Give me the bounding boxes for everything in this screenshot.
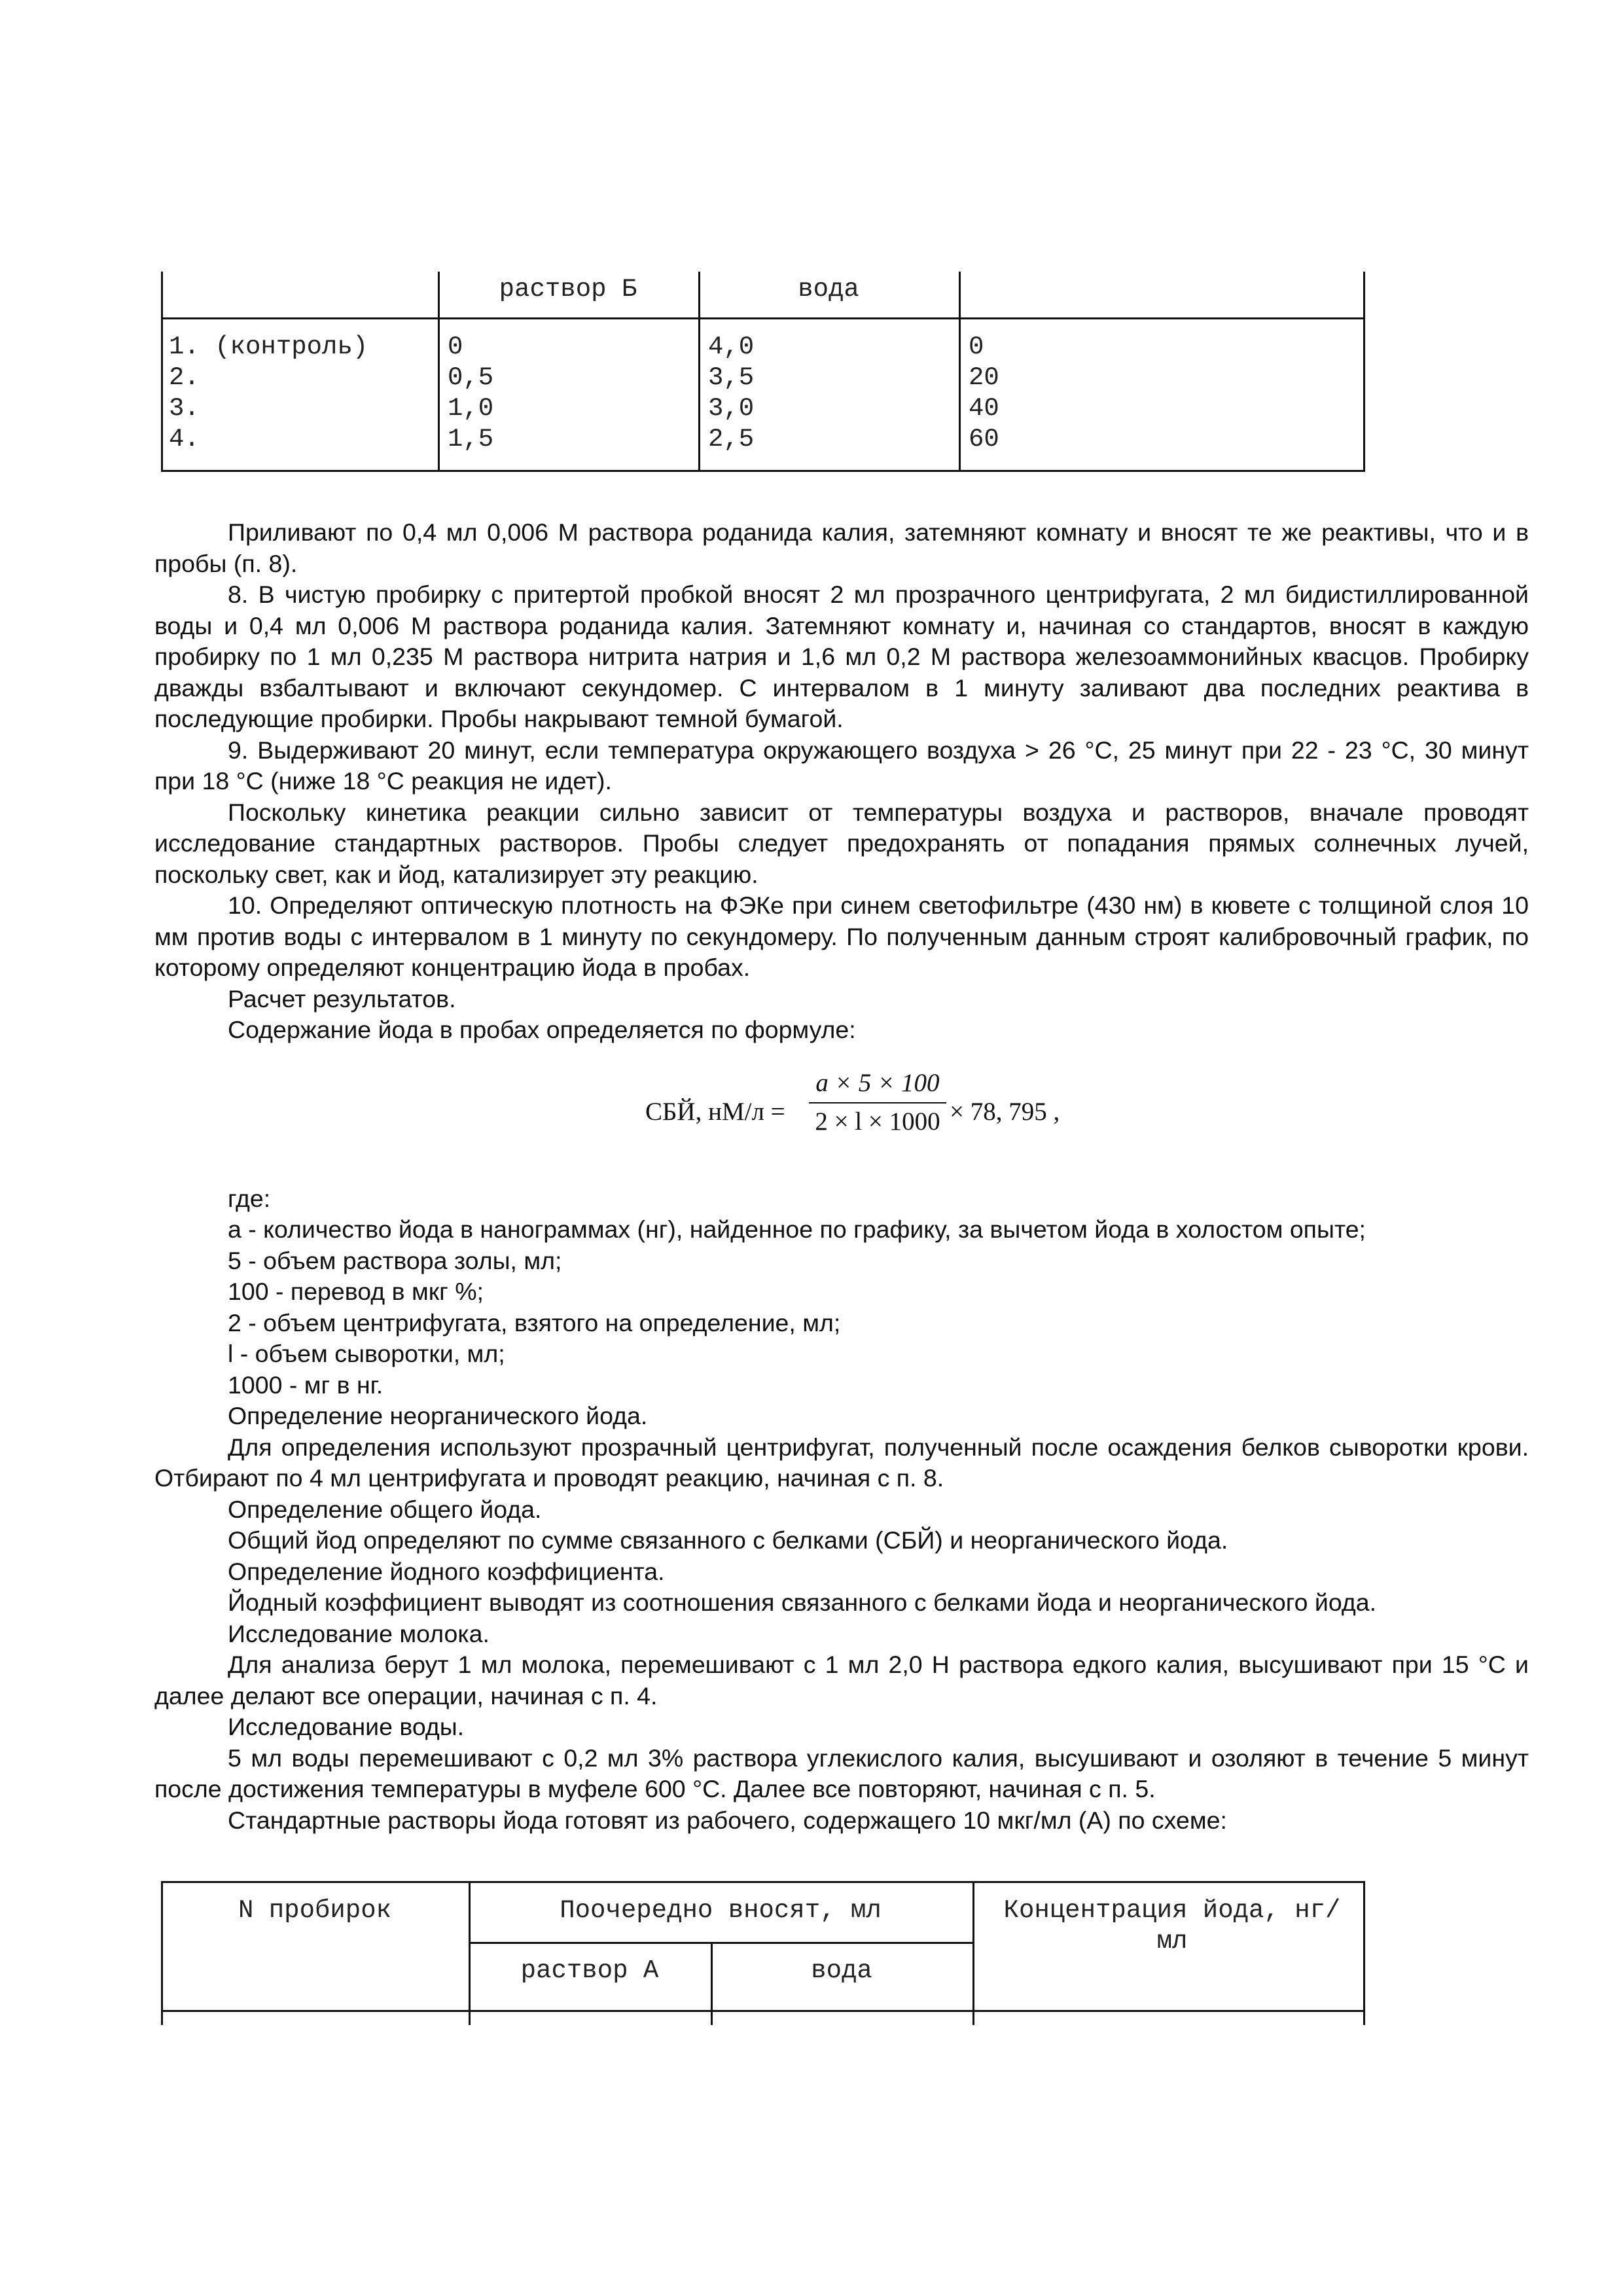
row-1-water: 4,0	[708, 332, 755, 361]
row-3-conc: 40	[969, 394, 999, 423]
row-3-tube: 3.	[169, 394, 200, 423]
row-2-tube: 2.	[169, 363, 200, 392]
row-1-tube: 1. (контроль)	[169, 332, 368, 361]
paragraph: Общий йод определяют по сумме связанного с белками (СБЙ) и неорганического йода.	[228, 1526, 1228, 1554]
header-iodine-concentration: Концентрация йода, нг/мл	[1003, 1896, 1341, 1956]
row-2-conc: 20	[969, 363, 999, 392]
row-3-water: 3,0	[708, 394, 755, 423]
paragraph: Для анализа берут 1 мл молока, перемешивают с 1 мл 2,0 Н раствора едкого калия, высушивают при 15 °C и далее делают все операции, начиная с п. 4.	[154, 1651, 1529, 1710]
row-4-tube: 4.	[169, 425, 200, 454]
section-heading: Исследование молока.	[228, 1619, 490, 1647]
row-4-conc: 60	[969, 425, 999, 454]
paragraph: 10. Определяют оптическую плотность на ФЭКе при синем светофильтре (430 нм) в кювете с толщиной слоя 10 мм против воды с интервалом в 1 минуту по секундомеру. По полученным данным строят калибровочный график, по которому определяют концентрацию йода в пробах.	[154, 891, 1529, 981]
formula-fraction	[809, 1067, 946, 1138]
row-3-solution: 1,0	[448, 394, 494, 423]
paragraph: 8. В чистую пробирку с притертой пробкой вносят 2 мл прозрачного центрифугата, 2 мл бидистиллированной воды и 0,4 мл 0,006 М раствора роданида калия. Затемняют комнату и, начиная со стандартов, вносят в каждую пробирку по 1 мл 0,235 М раствора нитрита натрия и 1,6 мл 0,2 М раствора железоаммонийных квасцов. Пробирку дважды взбалтывают и включают секундомер. С интервалом в 1 минуту заливают два последних реактива в последующие пробирки. Пробы накрывают темной бумагой.	[154, 581, 1529, 732]
section-heading: Исследование воды.	[228, 1713, 465, 1740]
header-water: вода	[811, 1956, 872, 1985]
standards-table-b	[161, 272, 1365, 472]
row-4-solution: 1,5	[448, 425, 494, 454]
document-body	[154, 517, 1529, 1836]
paragraph: Приливают по 0,4 мл 0,006 М раствора роданида калия, затемняют комнату и вносят те же реактивы, что и в пробы (п. 8).	[154, 518, 1529, 577]
formula-numerator: a × 5 × 100	[809, 1067, 946, 1104]
paragraph: где:	[228, 1184, 271, 1212]
formula	[154, 1062, 1529, 1160]
standards-table-a	[161, 1881, 1365, 2025]
list-item: 2 - объем центрифугата, взятого на определение, мл;	[228, 1308, 841, 1336]
paragraph: 9. Выдерживают 20 минут, если температура окружающего воздуха > 26 °C, 25 минут при 22 - 23 °C, 30 минут при 18 °C (ниже 18 °C реакция не идет).	[154, 736, 1529, 795]
row-4-water: 2,5	[708, 425, 755, 454]
header-solution-a: раствор А	[520, 1956, 659, 1985]
paragraph: Содержание йода в пробах определяется по формуле:	[228, 1016, 856, 1043]
row-2-water: 3,5	[708, 363, 755, 392]
row-2-solution: 0,5	[448, 363, 494, 392]
paragraph: Стандартные растворы йода готовят из рабочего, содержащего 10 мкг/мл (А) по схеме:	[228, 1806, 1227, 1834]
section-heading: Расчет результатов.	[228, 984, 456, 1013]
formula-rhs: × 78, 795 ,	[950, 1097, 1060, 1126]
paragraph: 5 мл воды перемешивают с 0,2 мл 3% раствора углекислого калия, высушивают и озоляют в течение 5 минут после достижения температуры в муфеле 600 °C. Далее все повторяют, начиная с п. 5.	[154, 1744, 1529, 1803]
paragraph: Йодный коэффициент выводят из соотношения связанного с белками йода и неорганического йода.	[228, 1588, 1377, 1616]
list-item: a - количество йода в нанограммах (нг), найденное по графику, за вычетом йода в холостом опыте;	[228, 1215, 1366, 1243]
header-added-ml: Поочередно вносят, мл	[560, 1896, 882, 1925]
header-water: вода	[798, 275, 859, 304]
paragraph: Поскольку кинетика реакции сильно зависит от температуры воздуха и растворов, вначале проводят исследование стандартных растворов. Пробы следует предохранять от попадания прямых солнечных лучей, поскольку свет, как и йод, катализирует эту реакцию.	[154, 798, 1529, 888]
formula-denominator: 2 × l × 1000	[815, 1107, 940, 1136]
list-item: 1000 - мг в нг.	[228, 1371, 383, 1399]
list-item: 100 - перевод в мкг %;	[228, 1278, 484, 1305]
section-heading: Определение йодного коэффициента.	[228, 1557, 665, 1585]
row-1-solution: 0	[448, 332, 463, 361]
list-item: l - объем сыворотки, мл;	[228, 1340, 505, 1367]
section-heading: Определение неорганического йода.	[228, 1402, 648, 1429]
list-item: 5 - объем раствора золы, мл;	[228, 1246, 562, 1274]
header-solution-b: раствор Б	[499, 275, 637, 304]
paragraph: Для определения используют прозрачный центрифугат, полученный после осаждения белков сыворотки крови. Отбирают по 4 мл центрифугата и проводят реакцию, начиная с п. 8.	[154, 1433, 1529, 1492]
row-1-conc: 0	[969, 332, 984, 361]
section-heading: Определение общего йода.	[228, 1495, 542, 1523]
header-tube-number: N пробирок	[238, 1896, 392, 1925]
formula-lhs: СБЙ, нМ/л =	[645, 1097, 785, 1126]
